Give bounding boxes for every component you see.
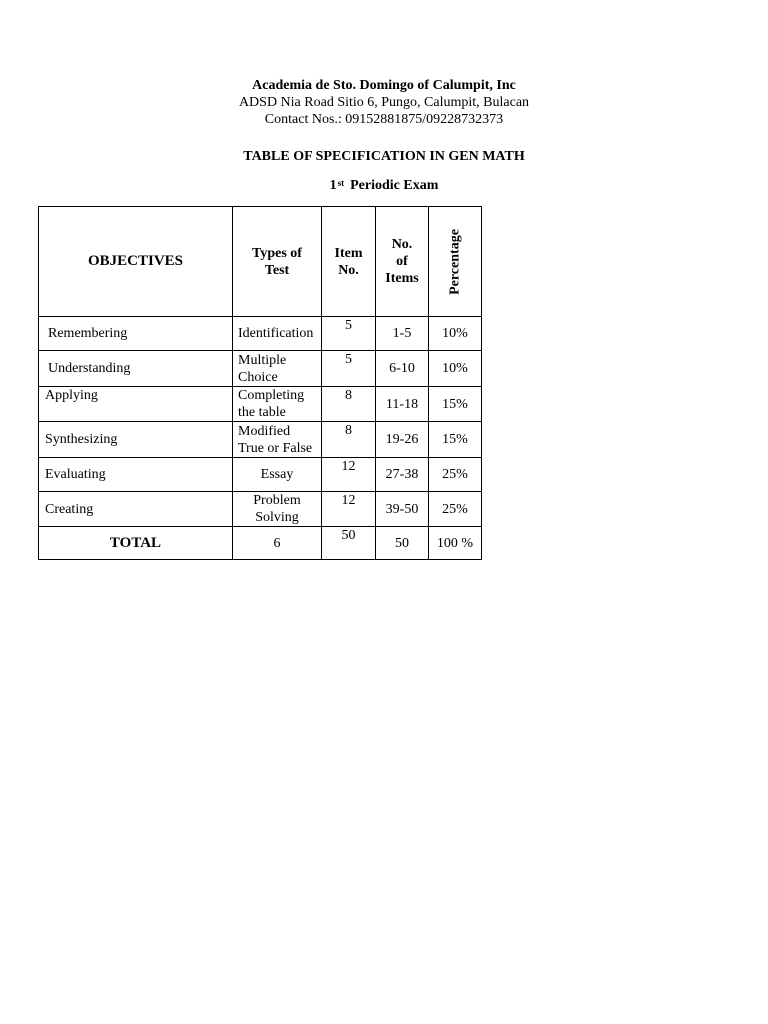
percentage-cell: 15% <box>429 422 482 458</box>
header-num-items <box>376 207 429 317</box>
type-line1: Modified <box>238 423 291 439</box>
table-header-row <box>39 207 482 317</box>
type-line1: Essay <box>260 467 294 482</box>
type-cell <box>233 351 322 387</box>
type-cell <box>233 458 322 492</box>
type-line2: the table <box>238 405 286 420</box>
num-items-cell: 11-18 <box>376 387 429 422</box>
item-no-cell: 5 <box>322 317 376 351</box>
percentage-cell: 25% <box>429 492 482 527</box>
item-no-cell: 5 <box>322 351 376 387</box>
type-cell <box>233 422 322 458</box>
school-name: Academia de Sto. Domingo of Calumpit, Inc <box>252 78 516 93</box>
type-line2: Choice <box>238 369 278 385</box>
type-line1: Completing <box>238 388 305 403</box>
school-contact: Contact Nos.: 09152881875/09228732373 <box>264 112 504 127</box>
type-line1: Multiple <box>238 352 287 368</box>
specification-table <box>38 206 482 560</box>
item-no-cell: 12 <box>322 458 376 492</box>
objective-cell: Remembering <box>39 317 233 351</box>
item-no-cell: 8 <box>322 387 376 422</box>
header-types-line1: Types of <box>252 245 302 261</box>
school-address: ADSD Nia Road Sitio 6, Pungo, Calumpit, Bulacan <box>238 95 530 110</box>
header-objectives: OBJECTIVES <box>39 207 233 317</box>
num-items-cell: 6-10 <box>376 351 429 387</box>
header-item-no <box>322 207 376 317</box>
table-row <box>39 422 482 458</box>
total-label: TOTAL <box>39 527 233 560</box>
num-items-cell: 1-5 <box>376 317 429 351</box>
header-percentage-label: Percentage <box>447 228 463 295</box>
header-types-of-test <box>233 207 322 317</box>
objective-cell: Understanding <box>39 351 233 387</box>
objective-cell: Applying <box>39 387 233 422</box>
table-row <box>39 387 482 422</box>
percentage-cell: 10% <box>429 317 482 351</box>
objective-cell: Creating <box>39 492 233 527</box>
exam-label: Periodic Exam <box>350 178 439 193</box>
total-row <box>39 527 482 560</box>
type-cell <box>233 387 322 422</box>
header-num-items-line2: of <box>396 254 408 269</box>
num-items-cell: 39-50 <box>376 492 429 527</box>
num-items-cell: 27-38 <box>376 458 429 492</box>
document-title: TABLE OF SPECIFICATION IN GEN MATH <box>243 149 525 164</box>
header-percentage <box>429 207 482 317</box>
total-types-cell: 6 <box>233 527 322 560</box>
percentage-cell: 25% <box>429 458 482 492</box>
header-item-no-line1: Item <box>334 245 363 261</box>
table-row <box>39 317 482 351</box>
type-line1: Problem <box>253 493 301 508</box>
total-item-no-cell: 50 <box>322 527 376 560</box>
percentage-cell: 15% <box>429 387 482 422</box>
item-no-cell: 8 <box>322 422 376 458</box>
table-row <box>39 492 482 527</box>
exam-heading <box>0 177 768 194</box>
num-items-cell: 19-26 <box>376 422 429 458</box>
header-types-line2: Test <box>264 262 290 278</box>
table-row <box>39 351 482 387</box>
exam-number: 1 <box>329 178 337 193</box>
objective-cell: Synthesizing <box>39 422 233 458</box>
type-cell <box>233 317 322 351</box>
item-no-cell: 12 <box>322 492 376 527</box>
header-num-items-line1: No. <box>391 237 413 252</box>
objective-cell: Evaluating <box>39 458 233 492</box>
table-row <box>39 458 482 492</box>
type-line2: Solving <box>255 510 299 525</box>
total-percentage-cell: 100 % <box>429 527 482 560</box>
type-line1: Identification <box>238 326 314 341</box>
header-num-items-line3: Items <box>385 271 419 286</box>
total-num-items-cell: 50 <box>376 527 429 560</box>
type-cell <box>233 492 322 527</box>
type-line2: True or False <box>238 440 313 456</box>
exam-ordinal-suffix: st <box>337 178 345 188</box>
header-item-no-line2: No. <box>338 262 359 278</box>
percentage-cell: 10% <box>429 351 482 387</box>
